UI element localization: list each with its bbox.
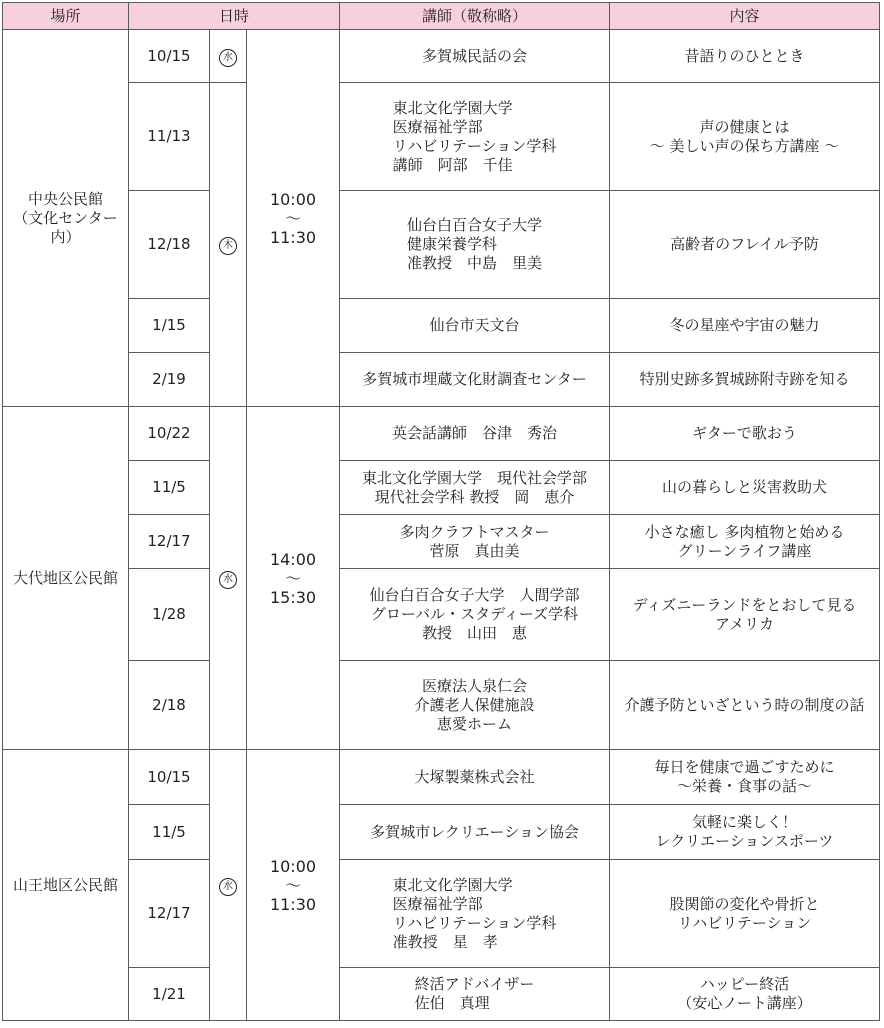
- lecturer-cell: 多肉クラフトマスター 菅原 真由美: [340, 515, 610, 569]
- weekday-cell: [210, 407, 247, 750]
- table-row: [3, 353, 880, 407]
- header-content: 内容: [610, 3, 880, 30]
- content-cell: 気軽に楽しく！ レクリエーションスポーツ: [610, 805, 880, 860]
- content-cell: 介護予防といざという時の制度の話: [610, 661, 880, 750]
- table-row: [3, 191, 880, 299]
- header-lecturer: 講師（敬称略）: [340, 3, 610, 30]
- content-cell: 毎日を健康で過ごすために ～栄養・食事の話～: [610, 750, 880, 805]
- lecturer-text: 仙台白百合女子大学 健康栄養学科 准教授 中島 里美: [406, 216, 542, 272]
- time-cell: 10:00 ～ 11:30: [247, 750, 340, 1021]
- header-datetime: 日時: [129, 3, 340, 30]
- content-cell: 特別史跡多賀城跡附寺跡を知る: [610, 353, 880, 407]
- content-cell: ギターで歌おう: [610, 407, 880, 461]
- date-cell: 10/22: [129, 407, 210, 461]
- date-cell: 12/17: [129, 515, 210, 569]
- lecturer-cell: 多賀城市埋蔵文化財調査センター: [340, 353, 610, 407]
- content-cell: 昔語りのひととき: [610, 30, 880, 83]
- date-cell: 10/15: [129, 30, 210, 83]
- lecturer-cell: 多賀城市レクリエーション協会: [340, 805, 610, 860]
- table-row: [3, 299, 880, 353]
- date-cell: 1/15: [129, 299, 210, 353]
- date-cell: 1/28: [129, 569, 210, 661]
- date-cell: 11/13: [129, 83, 210, 191]
- lecturer-text: 東北文化学園大学 医療福祉学部 リハビリテーション学科 講師 阿部 千佳: [392, 98, 557, 174]
- date-cell: 11/5: [129, 805, 210, 860]
- venue-cell: 山王地区公民館: [3, 750, 129, 1021]
- lecturer-text: 東北文化学園大学 医療福祉学部 リハビリテーション学科 准教授 星 孝: [392, 875, 557, 951]
- content-cell: ハッピー終活 （安心ノート講座）: [610, 968, 880, 1021]
- table-row: [3, 661, 880, 750]
- table-row: [3, 407, 880, 461]
- weekday-badge: 水: [219, 571, 237, 589]
- content-cell: 声の健康とは ～ 美しい声の保ち方講座 ～: [610, 83, 880, 191]
- lecturer-cell: [340, 191, 610, 299]
- content-cell: 冬の星座や宇宙の魅力: [610, 299, 880, 353]
- lecturer-cell: [340, 83, 610, 191]
- content-cell: ディズニーランドをとおして見る アメリカ: [610, 569, 880, 661]
- time-cell: 14:00 ～ 15:30: [247, 407, 340, 750]
- date-cell: 10/15: [129, 750, 210, 805]
- weekday-badge: 水: [219, 878, 237, 896]
- header-place: 場所: [3, 3, 129, 30]
- schedule-table: [2, 2, 880, 1021]
- lecturer-text: 終活アドバイザー 佐伯 真理: [414, 975, 535, 1012]
- weekday-cell: [210, 83, 247, 407]
- table-row: [3, 30, 880, 83]
- date-cell: 2/18: [129, 661, 210, 750]
- table-row: [3, 83, 880, 191]
- content-cell: 高齢者のフレイル予防: [610, 191, 880, 299]
- table-row: [3, 461, 880, 515]
- table-row: [3, 569, 880, 661]
- lecturer-cell: 大塚製薬株式会社: [340, 750, 610, 805]
- date-cell: 12/18: [129, 191, 210, 299]
- weekday-cell: [210, 750, 247, 1021]
- weekday-badge: 水: [219, 49, 237, 67]
- table-row: [3, 750, 880, 805]
- date-cell: 11/5: [129, 461, 210, 515]
- table-row: [3, 515, 880, 569]
- weekday-cell: [210, 30, 247, 83]
- table-row: [3, 805, 880, 860]
- date-cell: 2/19: [129, 353, 210, 407]
- table-row: [3, 860, 880, 968]
- header-row: [3, 3, 880, 30]
- content-cell: 小さな癒し 多肉植物と始める グリーンライフ講座: [610, 515, 880, 569]
- lecturer-cell: 仙台市天文台: [340, 299, 610, 353]
- lecturer-cell: 医療法人泉仁会 介護老人保健施設 恵愛ホーム: [340, 661, 610, 750]
- venue-cell: 中央公民館 （文化センター 内）: [3, 30, 129, 407]
- date-cell: 1/21: [129, 968, 210, 1021]
- venue-cell: 大代地区公民館: [3, 407, 129, 750]
- lecturer-cell: 多賀城民話の会: [340, 30, 610, 83]
- lecturer-cell: 東北文化学園大学 現代社会学部 現代社会学科 教授 岡 恵介: [340, 461, 610, 515]
- date-cell: 12/17: [129, 860, 210, 968]
- lecturer-cell: [340, 860, 610, 968]
- lecturer-cell: 仙台白百合女子大学 人間学部 グローバル・スタディーズ学科 教授 山田 恵: [340, 569, 610, 661]
- content-cell: 山の暮らしと災害救助犬: [610, 461, 880, 515]
- table-row: [3, 968, 880, 1021]
- content-cell: 股関節の変化や骨折と リハビリテーション: [610, 860, 880, 968]
- lecturer-cell: 英会話講師 谷津 秀治: [340, 407, 610, 461]
- weekday-badge: 木: [219, 237, 237, 255]
- lecturer-cell: [340, 968, 610, 1021]
- time-cell: 10:00 ～ 11:30: [247, 30, 340, 407]
